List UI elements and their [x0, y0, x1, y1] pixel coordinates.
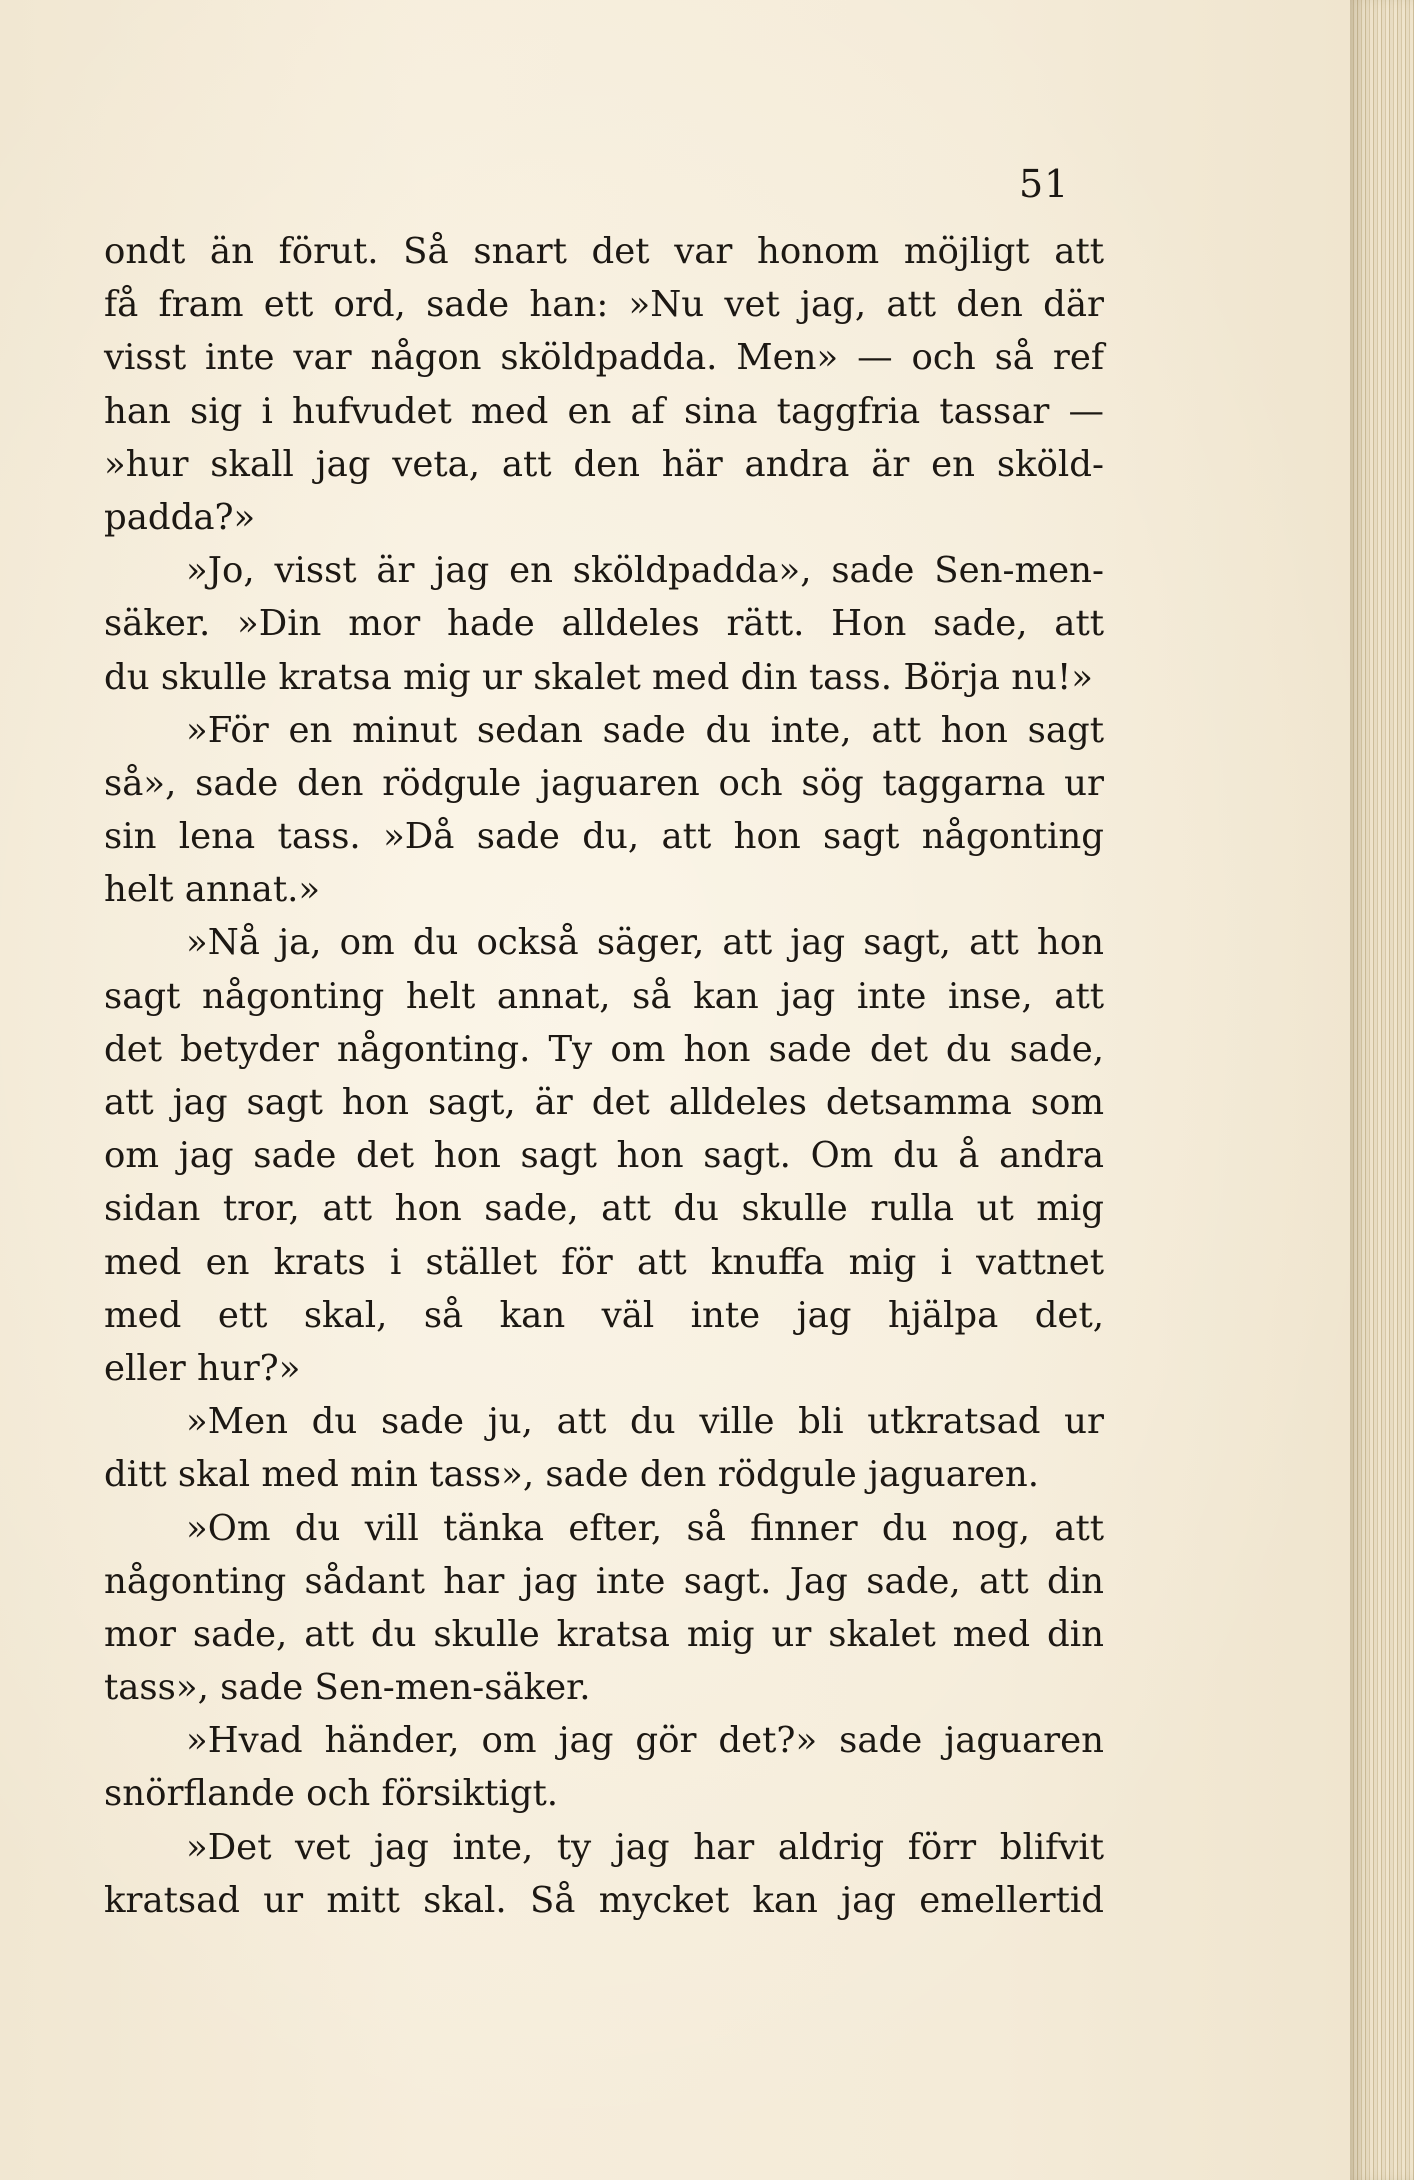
text-line: säker. »Din mor hade alldeles rätt. Hon sade, att [104, 603, 1104, 645]
text-line: »Om du vill tänka efter, så finner du nog, att [186, 1507, 1104, 1549]
text-line: »Hvad händer, om jag gör det?» sade jaguaren [186, 1720, 1104, 1762]
text-line: sin lena tass. »Då sade du, att hon sagt någonting [104, 816, 1104, 858]
text-line: någonting sådant har jag inte sagt. Jag sade, att din [104, 1560, 1104, 1602]
text-line: visst inte var någon sköldpadda. Men» — och så ref [104, 337, 1104, 379]
text-line: tass», sade Sen-men-säker. [104, 1667, 591, 1709]
page-edge-stack [1350, 0, 1414, 2180]
text-line: »Det vet jag inte, ty jag har aldrig förr blifvit [186, 1826, 1104, 1868]
text-line: »hur skall jag veta, att den här andra är en sköld- [104, 443, 1104, 485]
text-line: sagt någonting helt annat, så kan jag inte inse, att [104, 975, 1104, 1017]
text-line: »Men du sade ju, att du ville bli utkratsad ur [186, 1401, 1104, 1443]
text-line: eller hur?» [104, 1347, 301, 1389]
text-line: det betyder någonting. Ty om hon sade det du sade, [104, 1028, 1104, 1070]
text-line: få fram ett ord, sade han: »Nu vet jag, att den där [104, 284, 1104, 326]
page-number: 51 [1019, 162, 1070, 206]
text-line: »För en minut sedan sade du inte, att hon sagt [186, 709, 1104, 751]
text-line: så», sade den rödgule jaguaren och sög taggarna ur [104, 762, 1104, 804]
text-line: han sig i hufvudet med en af sina taggfria tassar — [104, 390, 1104, 432]
text-line: padda?» [104, 496, 256, 538]
text-line: att jag sagt hon sagt, är det alldeles detsamma som [104, 1082, 1104, 1123]
text-line: du skulle kratsa mig ur skalet med din tass. Börja nu!» [104, 656, 1093, 698]
text-line: mor sade, att du skulle kratsa mig ur skalet med din [104, 1613, 1104, 1655]
text-line: om jag sade det hon sagt hon sagt. Om du å andra [104, 1135, 1104, 1177]
text-line: sidan tror, att hon sade, att du skulle rulla ut mig [104, 1188, 1104, 1230]
text-line: med ett skal, så kan väl inte jag hjälpa det, [104, 1294, 1104, 1336]
text-line: med en krats i stället för att knuffa mig i vattnet [104, 1241, 1104, 1283]
text-line: snörflande och försiktigt. [104, 1773, 559, 1815]
text-line: ondt än förut. Så snart det var honom möjligt att [104, 231, 1104, 272]
text-line: helt annat.» [104, 869, 321, 911]
body-text [104, 225, 1104, 1927]
text-line: ditt skal med min tass», sade den rödgule jaguaren. [104, 1454, 1040, 1496]
text-line: »Nå ja, om du också säger, att jag sagt, att hon [186, 922, 1104, 964]
text-line: »Jo, visst är jag en sköldpadda», sade Sen-men- [186, 550, 1104, 592]
text-line: kratsad ur mitt skal. Så mycket kan jag emellertid [104, 1879, 1104, 1921]
